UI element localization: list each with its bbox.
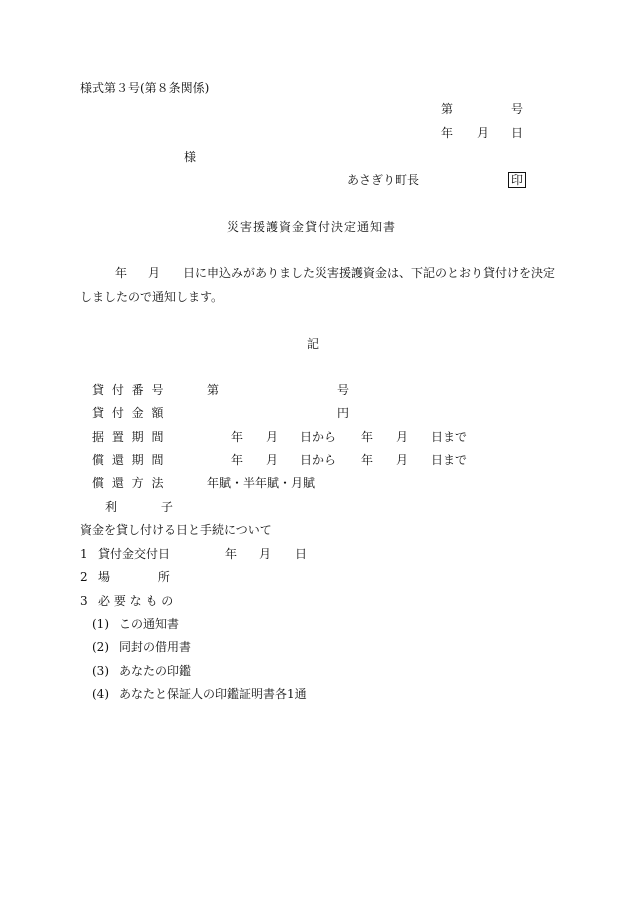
repayment-start-month: 月 [266, 453, 279, 467]
date-month: 月 [477, 126, 490, 140]
date-year: 年 [441, 126, 454, 140]
seal-mark [508, 172, 526, 188]
deferment-label: 据 置 期 間 [92, 430, 164, 444]
body-month: 月 [148, 266, 161, 280]
procedure-3-label: 必 要 な も の [98, 594, 174, 608]
deferment-end-month: 月 [396, 430, 409, 444]
procedure-2-label: 場 所 [98, 570, 170, 584]
repayment-end-year: 年 [361, 453, 374, 467]
deferment-end-day: 日まで [431, 430, 468, 444]
procedure-2-number: 2 [80, 570, 88, 584]
needed-item-number: (3) [92, 664, 109, 678]
procedure-1-number: 1 [80, 547, 88, 561]
loan-amount-label: 貸 付 金 額 [92, 406, 164, 420]
procedure-1-day: 日 [295, 547, 308, 561]
number-prefix: 第 [441, 102, 454, 116]
needed-item-number: (1) [92, 617, 109, 631]
seal-text: 印 [508, 172, 526, 188]
needed-item-text: あなたの印鑑 [119, 664, 192, 678]
needed-item-text: この通知書 [119, 617, 180, 631]
form-label: 様式第３号(第８条関係) [80, 81, 210, 95]
needed-item-text: あなたと保証人の印鑑証明書各1通 [119, 687, 307, 701]
loan-number-prefix: 第 [207, 383, 220, 397]
repayment-period-label: 償 還 期 間 [92, 453, 164, 467]
procedure-1-label: 貸付金交付日 [98, 547, 171, 561]
needed-item-number: (2) [92, 640, 109, 654]
procedure-heading: 資金を貸し付ける日と手続について [80, 523, 272, 537]
needed-item-text: 同封の借用書 [119, 640, 192, 654]
repayment-method-label: 償 還 方 法 [92, 476, 164, 490]
repayment-method-value: 年賦・半年賦・月賦 [207, 476, 316, 490]
body-year: 年 [115, 266, 128, 280]
repayment-start-day: 日から [300, 453, 337, 467]
deferment-start-year: 年 [231, 430, 244, 444]
issuer: あさぎり町長 [347, 173, 420, 187]
procedure-1-year: 年 [225, 547, 238, 561]
number-suffix: 号 [511, 102, 524, 116]
body-text-line2: しましたので通知します。 [80, 290, 224, 304]
repayment-end-day: 日まで [431, 453, 468, 467]
interest-label: 利 子 [105, 500, 173, 514]
deferment-start-day: 日から [300, 430, 337, 444]
loan-amount-unit: 円 [337, 406, 350, 420]
recipient-honorific: 様 [184, 150, 197, 164]
document-title: 災害援護資金貸付決定通知書 [227, 220, 397, 234]
ki-heading: 記 [307, 337, 320, 351]
date-day: 日 [511, 126, 524, 140]
needed-item-number: (4) [92, 687, 109, 701]
repayment-end-month: 月 [396, 453, 409, 467]
procedure-1-month: 月 [259, 547, 272, 561]
procedure-3-number: 3 [80, 594, 88, 608]
repayment-start-year: 年 [231, 453, 244, 467]
deferment-end-year: 年 [361, 430, 374, 444]
body-text-line1: 日に申込みがありました災害援護資金は、下記のとおり貸付けを決定 [183, 266, 556, 280]
deferment-start-month: 月 [266, 430, 279, 444]
loan-number-label: 貸 付 番 号 [92, 383, 164, 397]
loan-number-suffix: 号 [337, 383, 350, 397]
